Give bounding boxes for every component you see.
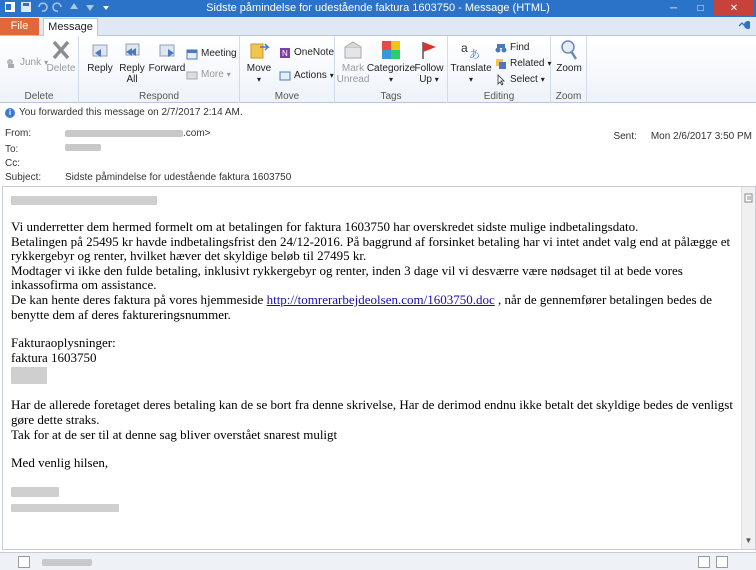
related-label: Related <box>510 58 545 69</box>
vertical-scrollbar[interactable] <box>741 187 755 549</box>
translate-button[interactable]: a あ Translate ▾ <box>450 41 492 84</box>
follow-up-label-2: Up <box>419 74 432 85</box>
window-title: Sidste påmindelse for udestående faktura 1603750 - Message (HTML) <box>206 2 550 14</box>
from-suffix: .com> <box>183 128 211 139</box>
delete-group <box>0 36 79 103</box>
info-icon: i <box>5 108 15 118</box>
redacted-invoice-detail <box>11 367 47 384</box>
scroll-down-icon[interactable]: ▼ <box>744 536 753 545</box>
reply-all-label-2: All <box>126 74 138 85</box>
body-paragraph-4 <box>11 293 733 322</box>
minimize-button[interactable]: ─ <box>669 2 678 14</box>
subject-row <box>5 172 291 183</box>
body-paragraph-4-pre: De kan hente deres faktura på vores hjemmeside <box>11 291 267 307</box>
svg-text:あ: あ <box>469 48 480 61</box>
tags-group <box>335 36 448 103</box>
delete-x-icon <box>49 39 73 61</box>
onenote-icon <box>278 46 291 59</box>
message-body <box>11 192 733 512</box>
tab-message[interactable]: Message <box>43 18 98 37</box>
svg-text:a: a <box>461 41 468 55</box>
more-button[interactable]: More ▾ <box>185 68 231 81</box>
body-paragraph-4-post: , når de gennemfører betalingen bedes de benytte dem af deres faktureringsnummer. <box>11 291 713 322</box>
delete-group-label: Delete <box>24 91 54 102</box>
respond-group-label: Respond <box>138 91 180 102</box>
redacted-status <box>42 559 92 566</box>
follow-up-button[interactable]: Follow Up ▾ <box>414 39 444 85</box>
junk-icon <box>4 56 17 69</box>
body-paragraph-6: Tak for at de ser til at denne sag bliver overstået snarest muligt <box>11 426 338 442</box>
follow-up-label-1: Follow <box>414 63 444 74</box>
body-paragraph-5: Har de allerede foretaget deres betaling kan de se bort fra denne skrivelse, Har de derimod endnu ikke betalt det skyldige bedes de venligst gøre dette straks. <box>11 397 733 427</box>
delete-button[interactable] <box>46 39 76 74</box>
more-icon <box>185 68 198 81</box>
zoom-group-label: Zoom <box>555 91 582 102</box>
actions-icon <box>278 69 291 82</box>
subject-value: Sidste påmindelse for udestående faktura 1603750 <box>65 172 292 183</box>
mark-unread-label-1: Mark <box>341 63 365 74</box>
find-button[interactable] <box>494 41 529 54</box>
tags-group-label: Tags <box>380 91 402 102</box>
body-paragraph-2: Betalingen på 25495 kr havde indbetalingsfrist den 24/12-2016. På baggrund af forsinket betaling har vi intet andet valg end at pålægge et rykkergebyr og renter, hvilket hæver det skyldige beløb til 27495 kr. <box>11 233 731 264</box>
delete-label: Delete <box>46 63 76 74</box>
select-button[interactable]: Select ▾ <box>494 73 545 86</box>
redacted-greeting <box>11 196 157 205</box>
tab-file[interactable]: File <box>0 18 39 35</box>
redacted-signature-2 <box>11 504 119 512</box>
message-header <box>0 104 756 182</box>
editing-group <box>448 36 551 103</box>
editing-group-label: Editing <box>483 91 515 102</box>
zoom-label: Zoom <box>556 63 582 74</box>
select-label: Select <box>510 74 538 85</box>
translate-label: Translate <box>450 63 492 74</box>
status-bar <box>0 552 756 570</box>
reply-all-label-1: Reply <box>119 63 145 74</box>
to-label: To: <box>5 144 19 155</box>
zoom-button[interactable] <box>554 39 584 74</box>
mark-unread-button[interactable] <box>337 39 369 85</box>
message-body-pane[interactable] <box>2 186 756 550</box>
to-row <box>5 144 101 155</box>
forward-label: Forward <box>148 63 186 74</box>
respond-group <box>79 36 240 103</box>
title-bar <box>0 0 756 17</box>
meeting-button[interactable] <box>185 47 237 60</box>
mark-unread-label-2: Unread <box>336 74 370 85</box>
categorize-label: Categorize <box>366 63 416 74</box>
from-value[interactable] <box>65 128 211 139</box>
move-icon <box>247 39 271 61</box>
sent-row <box>613 131 752 142</box>
help-icon[interactable] <box>736 19 750 34</box>
more-label: More <box>201 69 224 80</box>
window-controls <box>660 0 754 16</box>
close-button[interactable]: ✕ <box>714 0 754 16</box>
redacted-signature-1 <box>11 487 59 497</box>
meeting-label: Meeting <box>201 48 237 59</box>
zoom-group <box>551 36 587 103</box>
from-row <box>5 128 211 139</box>
body-paragraph-3: Modtager vi ikke den fulde betaling, inklusivt rykkergebyr og renter, inden 3 dage vil vi desværre være nødsaget til at bede vores inkassofirma om assistance. <box>11 262 683 293</box>
forward-info-bar[interactable] <box>5 107 243 118</box>
mark-unread-icon <box>341 39 365 61</box>
meeting-icon <box>185 47 198 60</box>
ribbon-tabs <box>0 17 756 36</box>
reply-all-button[interactable] <box>117 39 147 85</box>
redacted-recipient[interactable] <box>65 144 101 151</box>
from-label: From: <box>5 128 32 139</box>
sent-value: Mon 2/6/2017 3:50 PM <box>650 131 752 142</box>
translate-icon <box>459 39 483 61</box>
move-button[interactable]: Move ▾ <box>244 39 274 85</box>
flag-icon <box>417 39 441 61</box>
cc-row <box>5 158 65 169</box>
reply-label: Reply <box>87 63 113 74</box>
actions-button[interactable]: Actions ▾ <box>278 69 334 82</box>
invoice-link[interactable]: http://tomrerarbejdeolsen.com/1603750.doc <box>266 291 495 307</box>
ribbon <box>0 36 756 103</box>
svg-text:N: N <box>281 48 288 58</box>
view-normal-icon[interactable] <box>698 556 710 568</box>
categorize-icon <box>379 39 403 61</box>
cc-label: Cc: <box>5 158 20 169</box>
magnifier-icon <box>557 39 581 61</box>
move-group-label: Move <box>274 91 300 102</box>
related-button[interactable]: Related ▾ <box>494 57 551 70</box>
actions-label: Actions <box>294 70 327 81</box>
binoculars-icon <box>494 41 507 54</box>
body-paragraph-1: Vi underretter dem hermed formelt om at betalingen for faktura 1603750 har overskredet sidste mulige indbetalingsdato. <box>11 219 639 234</box>
reply-all-icon <box>120 39 144 61</box>
forward-button[interactable] <box>149 39 185 74</box>
junk-label: Junk <box>20 57 42 68</box>
onenote-button[interactable] <box>278 46 334 59</box>
move-group <box>240 36 335 103</box>
invoice-number: faktura 1603750 <box>11 349 97 365</box>
redacted-sender <box>65 130 183 137</box>
related-icon <box>494 57 507 70</box>
sent-label: Sent: <box>613 131 637 142</box>
forward-icon <box>155 39 179 61</box>
find-label: Find <box>510 42 530 53</box>
invoice-info-label: Fakturaoplysninger: <box>11 335 116 351</box>
onenote-label: OneNote <box>294 47 335 58</box>
move-label: Move <box>246 63 272 74</box>
view-reading-icon[interactable] <box>716 556 728 568</box>
forward-info-text: You forwarded this message on 2/7/2017 2:14 AM. <box>19 107 243 118</box>
maximize-button[interactable]: □ <box>697 2 704 14</box>
closing: Med venlig hilsen, <box>11 455 109 471</box>
reply-button[interactable] <box>85 39 115 74</box>
categorize-button[interactable]: Categorize ▾ <box>370 39 412 85</box>
cursor-icon <box>494 73 507 86</box>
scroll-up-icon[interactable] <box>742 191 755 204</box>
people-pane-icon[interactable] <box>18 556 30 568</box>
junk-button[interactable]: Junk ▾ <box>4 56 48 69</box>
subject-label: Subject: <box>5 172 42 183</box>
reply-icon <box>88 39 112 61</box>
